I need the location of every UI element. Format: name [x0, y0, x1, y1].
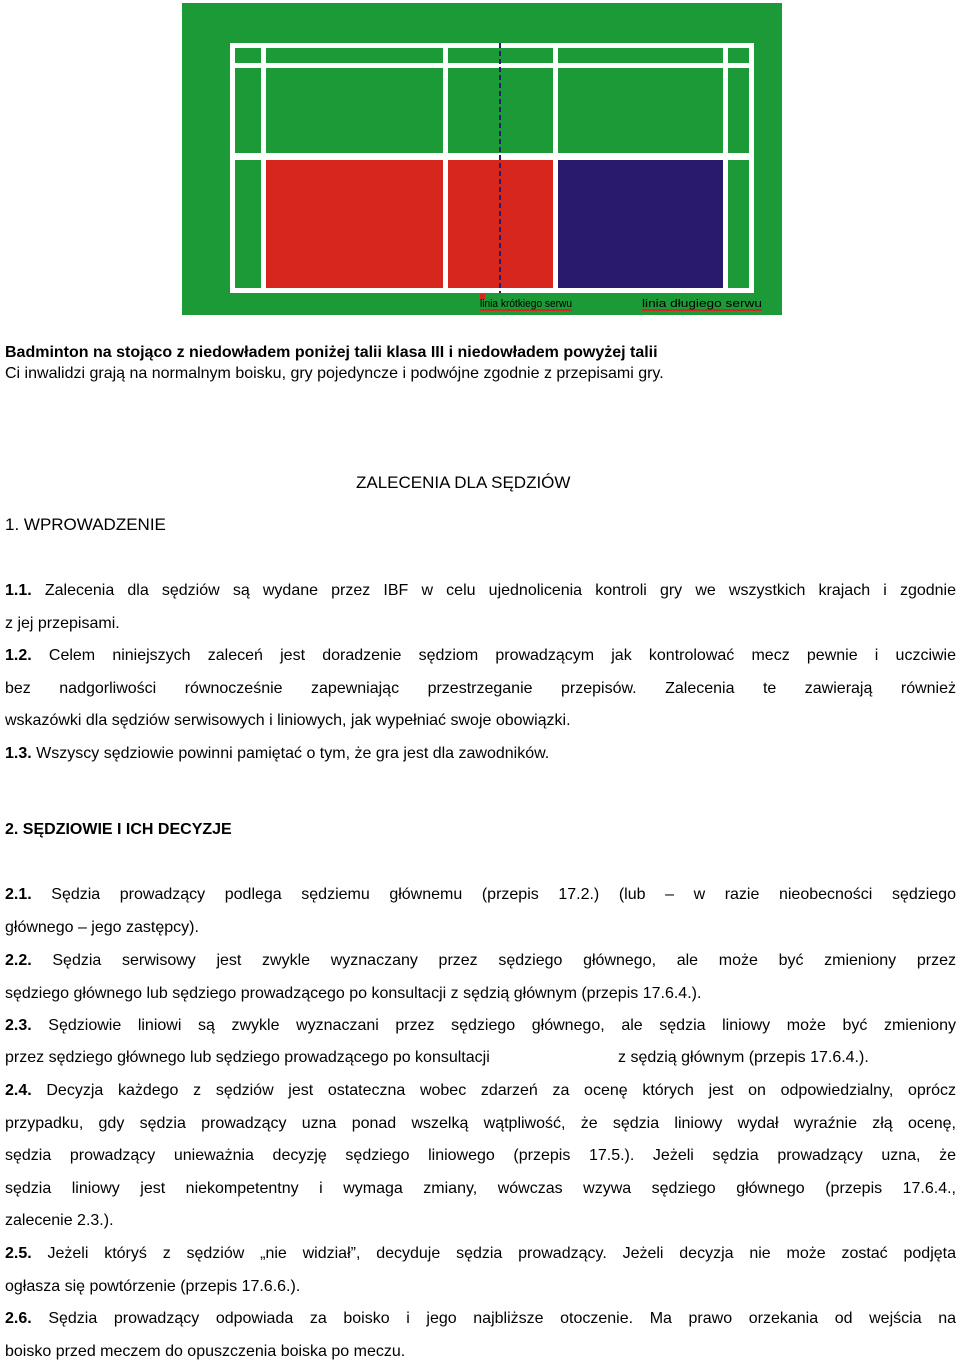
- para-1-2-line-1: 1.2. Celem niniejszych zaleceń jest doradzenie sędziom prowadzącym jak kontrolować mecz pewnie i uczciwie: [5, 647, 956, 664]
- para-2-3-line-1: 2.3. Sędziowie liniowi są zwykle wyznaczani przez sędziego głównego, ale sędzia liniowy może być zmieniony: [5, 1017, 957, 1034]
- para-2-4-line-1: 2.4. Decyzja każdego z sędziów jest ostateczna wobec zdarzeń za ocenę których jest on odpowiedzialny, oprócz: [5, 1082, 956, 1099]
- intro-title: Badminton na stojąco z niedowładem poniżej talii klasa III i niedowładem powyżej talii: [5, 344, 658, 361]
- para-2-2-line-2: sędziego głównego lub sędziego prowadzącego po konsultacji z sędzią głównym (przepis 17.6.4.).: [5, 985, 702, 1002]
- para-1-3: 1.3. Wszyscy sędziowie powinni pamiętać o tym, że gra jest dla zawodników.: [5, 745, 550, 762]
- short-service-label: linia krótkiego serwu: [480, 298, 572, 310]
- para-2-6-line-2: boisko przed meczem do opuszczenia boiska po meczu.: [5, 1343, 406, 1360]
- section-2-heading: 2. SĘDZIOWIE I ICH DECYZJE: [5, 821, 232, 838]
- para-2-2-line-1: 2.2. Sędzia serwisowy jest zwykle wyznaczany przez sędziego głównego, ale może być zmieniony przez: [5, 952, 956, 969]
- para-2-4-line-5: zalecenie 2.3.).: [5, 1212, 114, 1229]
- para-2-6-line-1: 2.6. Sędzia prowadzący odpowiada za boisko i jego najbliższe otoczenie. Ma prawo orzekania od wejścia na: [5, 1310, 957, 1327]
- long-service-label: linia długiego serwu: [642, 298, 762, 310]
- court-diagram: [182, 3, 782, 315]
- para-2-4-line-2: przypadku, gdy sędzia prowadzący uzna ponad wszelką wątpliwość, że sędzia liniowy wydał wyraźnie złą ocenę,: [5, 1115, 956, 1132]
- para-2-5-line-2: ogłasza się powtórzenie (przepis 17.6.6.).: [5, 1278, 301, 1295]
- red-zone-left: [266, 160, 443, 288]
- intro-subtitle: Ci inwalidzi grają na normalnym boisku, gry pojedyncze i podwójne zgodnie z przepisami gry.: [5, 365, 664, 382]
- para-2-3-line-2b: z sędzią głównym (przepis 17.6.4.).: [618, 1049, 869, 1066]
- para-2-5-line-1: 2.5. Jeżeli któryś z sędziów „nie widział”, decyduje sędzia prowadzący. Jeżeli decyzja nie może zostać podjęta: [5, 1245, 956, 1262]
- para-2-1-line-1: 2.1. Sędzia prowadzący podlega sędziemu głównemu (przepis 17.2.) (lub – w razie nieobecności sędziego: [5, 886, 956, 903]
- para-1-1-line-2: z jej przepisami.: [5, 615, 120, 632]
- para-2-4-line-4: sędzia liniowy jest niekompetentny i wymaga zmiany, wówczas wzywa sędziego głównego (przepis 17.6.4.,: [5, 1180, 956, 1197]
- para-1-1-line-1: 1.1. Zalecenia dla sędziów są wydane przez IBF w celu ujednolicenia kontroli gry we wszystkich krajach i zgodnie: [5, 582, 957, 599]
- blue-zone: [558, 160, 723, 288]
- para-1-2-line-2: bez nadgorliwości równocześnie zapewniając przestrzeganie przepisów. Zalecenia te zawierają również: [5, 680, 956, 697]
- para-2-4-line-3: sędzia prowadzący unieważnia decyzję sędziego liniowego (przepis 17.5.). Jeżeli sędzia prowadzący uzna, że: [5, 1147, 956, 1164]
- para-2-3-line-2a: przez sędziego głównego lub sędziego prowadzącego po konsultacji: [5, 1049, 490, 1066]
- para-2-1-line-2: głównego – jego zastępcy).: [5, 919, 199, 936]
- doc-title: ZALECENIA DLA SĘDZIÓW: [356, 473, 571, 492]
- section-1-heading: 1. WPROWADZENIE: [5, 515, 166, 534]
- para-1-2-line-3: wskazówki dla sędziów serwisowych i liniowych, jak wypełniać swoje obowiązki.: [5, 712, 571, 729]
- court-svg: [182, 3, 782, 315]
